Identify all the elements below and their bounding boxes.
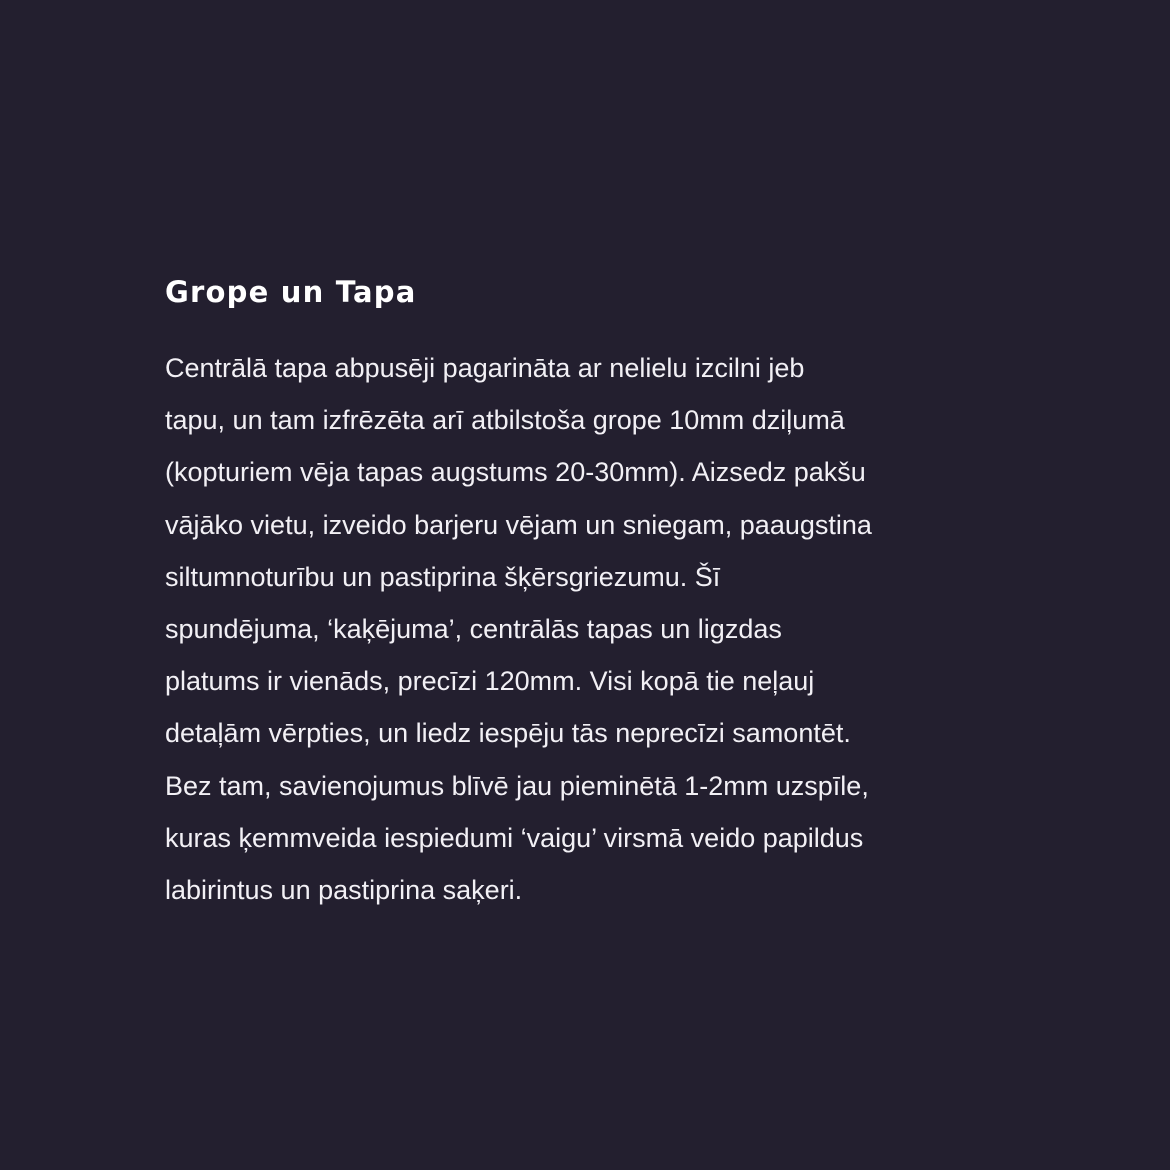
page-title: Grope un Tapa	[165, 275, 417, 309]
paragraph-line: siltumnoturību un pastiprina šķērsgriezumu. Šī	[165, 561, 721, 592]
paragraph-line: Centrālā tapa abpusēji pagarināta ar nelielu izcilni jeb	[165, 353, 805, 383]
paragraph-line: (kopturiem vēja tapas augstums 20-30mm). Aizsedz pakšu	[165, 457, 866, 488]
paragraph-line: platums ir vienāds, precīzi 120mm. Visi kopā tie neļauj	[165, 666, 815, 697]
body-paragraph	[165, 342, 1025, 916]
paragraph-line: Bez tam, savienojumus blīvē jau pieminētā 1-2mm uzspīle,	[165, 770, 869, 801]
paragraph-line: spundējuma, ‘kaķējuma’, centrālās tapas un ligzdas	[165, 614, 782, 645]
paragraph-line: tapu, un tam izfrēzēta arī atbilstoša grope 10mm dziļumā	[165, 405, 845, 436]
paragraph-line: kuras ķemmveida iespiedumi ‘vaigu’ virsmā veido papildus	[165, 822, 864, 853]
paragraph-line: detaļām vērpties, un liedz iespēju tās neprecīzi samontēt.	[165, 718, 851, 749]
text-block	[165, 268, 1025, 916]
paragraph-line: vājāko vietu, izveido barjeru vējam un sniegam, paaugstina	[165, 509, 872, 540]
paragraph-line: labirintus un pastiprina saķeri.	[165, 875, 523, 906]
